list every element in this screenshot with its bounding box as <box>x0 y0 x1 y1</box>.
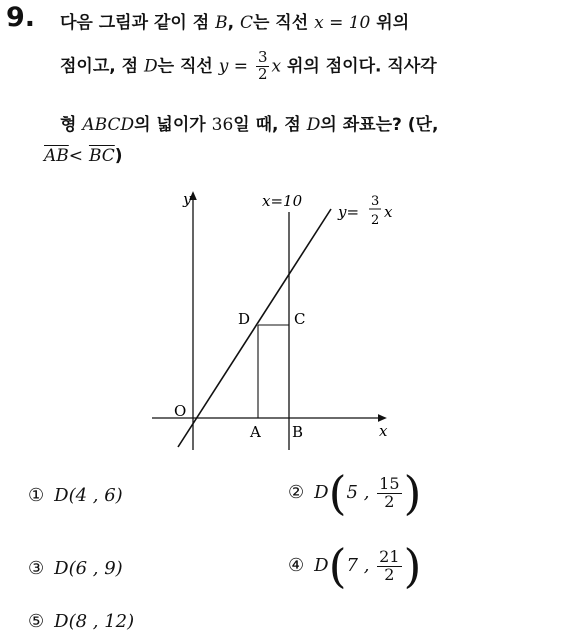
choice-x: 5 , <box>346 482 370 503</box>
point-B: B <box>215 13 228 33</box>
y-axis-label: y <box>183 190 192 208</box>
point-A-label: A <box>250 423 261 441</box>
text: 위의 점이다. 직사각 <box>287 56 437 77</box>
comma: , <box>227 13 235 33</box>
fraction-numerator: 15 <box>379 473 400 493</box>
less-than: < <box>68 146 84 166</box>
choice-text: D(4 , 6) <box>54 485 123 506</box>
rectangle-name: ABCD <box>82 115 135 135</box>
segment-AB: $\overline{AB}$ <box>44 146 69 166</box>
close-paren: ) <box>403 466 422 520</box>
vline-label: x=10 <box>262 192 303 210</box>
x-axis-label: x <box>379 422 388 440</box>
fraction-numerator: 21 <box>379 546 400 566</box>
origin-label: O <box>174 402 187 420</box>
text: 는 직선 <box>157 56 213 77</box>
fraction-denominator: 2 <box>257 64 268 83</box>
question-number: 9. <box>6 2 36 33</box>
fraction-denominator: 2 <box>384 491 395 511</box>
fraction-numerator: 3 <box>257 48 268 66</box>
line-label-den: 2 <box>371 213 380 228</box>
equation-y: y = <box>218 56 249 77</box>
text: 점이고, 점 <box>60 56 139 77</box>
choice-number: ③ <box>28 558 45 579</box>
area-value: 36 <box>211 115 234 135</box>
point-C-label: C <box>294 310 306 328</box>
choice-number: ④ <box>288 555 305 576</box>
choice-1[interactable] <box>28 485 123 506</box>
choice-number: ② <box>288 482 305 503</box>
text: 위의 <box>376 13 410 33</box>
point-D: D <box>306 115 321 135</box>
line-y-3-2x <box>178 209 331 447</box>
choice-2[interactable] <box>288 466 422 520</box>
variable-x: x <box>271 56 282 77</box>
point-D-label: D <box>238 310 251 328</box>
open-paren: ( <box>328 466 347 520</box>
text: 의 좌표는? (단, <box>320 115 439 135</box>
text: 는 직선 <box>252 13 309 33</box>
choice-x: 7 , <box>346 555 370 576</box>
text: 다음 그림과 같이 점 <box>60 13 210 33</box>
choice-point: D <box>314 555 329 576</box>
line-label-var: x <box>384 203 393 221</box>
choice-point: D <box>314 482 329 503</box>
point-C: C <box>239 13 253 33</box>
line-label-lhs: y= <box>338 203 360 221</box>
equation-x: x = 10 <box>314 13 371 33</box>
text: 의 넓이가 <box>134 115 206 135</box>
choice-4[interactable] <box>288 539 422 593</box>
choice-number: ⑤ <box>28 611 45 632</box>
fraction-denominator: 2 <box>384 564 395 584</box>
choice-number: ① <box>28 485 45 506</box>
point-B-label: B <box>292 423 304 441</box>
choice-text: D(8 , 12) <box>54 611 135 632</box>
choice-fraction <box>377 473 401 511</box>
point-D: D <box>144 56 158 77</box>
text: 일 때, 점 <box>233 115 301 135</box>
choice-text: D(6 , 9) <box>54 558 123 579</box>
choice-3[interactable] <box>28 558 123 579</box>
choice-fraction <box>377 546 401 584</box>
open-paren: ( <box>328 539 347 593</box>
close-paren: ) <box>403 539 422 593</box>
text: 형 <box>60 115 77 135</box>
close-paren: ) <box>114 146 123 166</box>
choice-5[interactable] <box>28 611 134 632</box>
line-label-num: 3 <box>371 194 380 209</box>
segment-BC: $\overline{BC}$ <box>88 146 115 166</box>
